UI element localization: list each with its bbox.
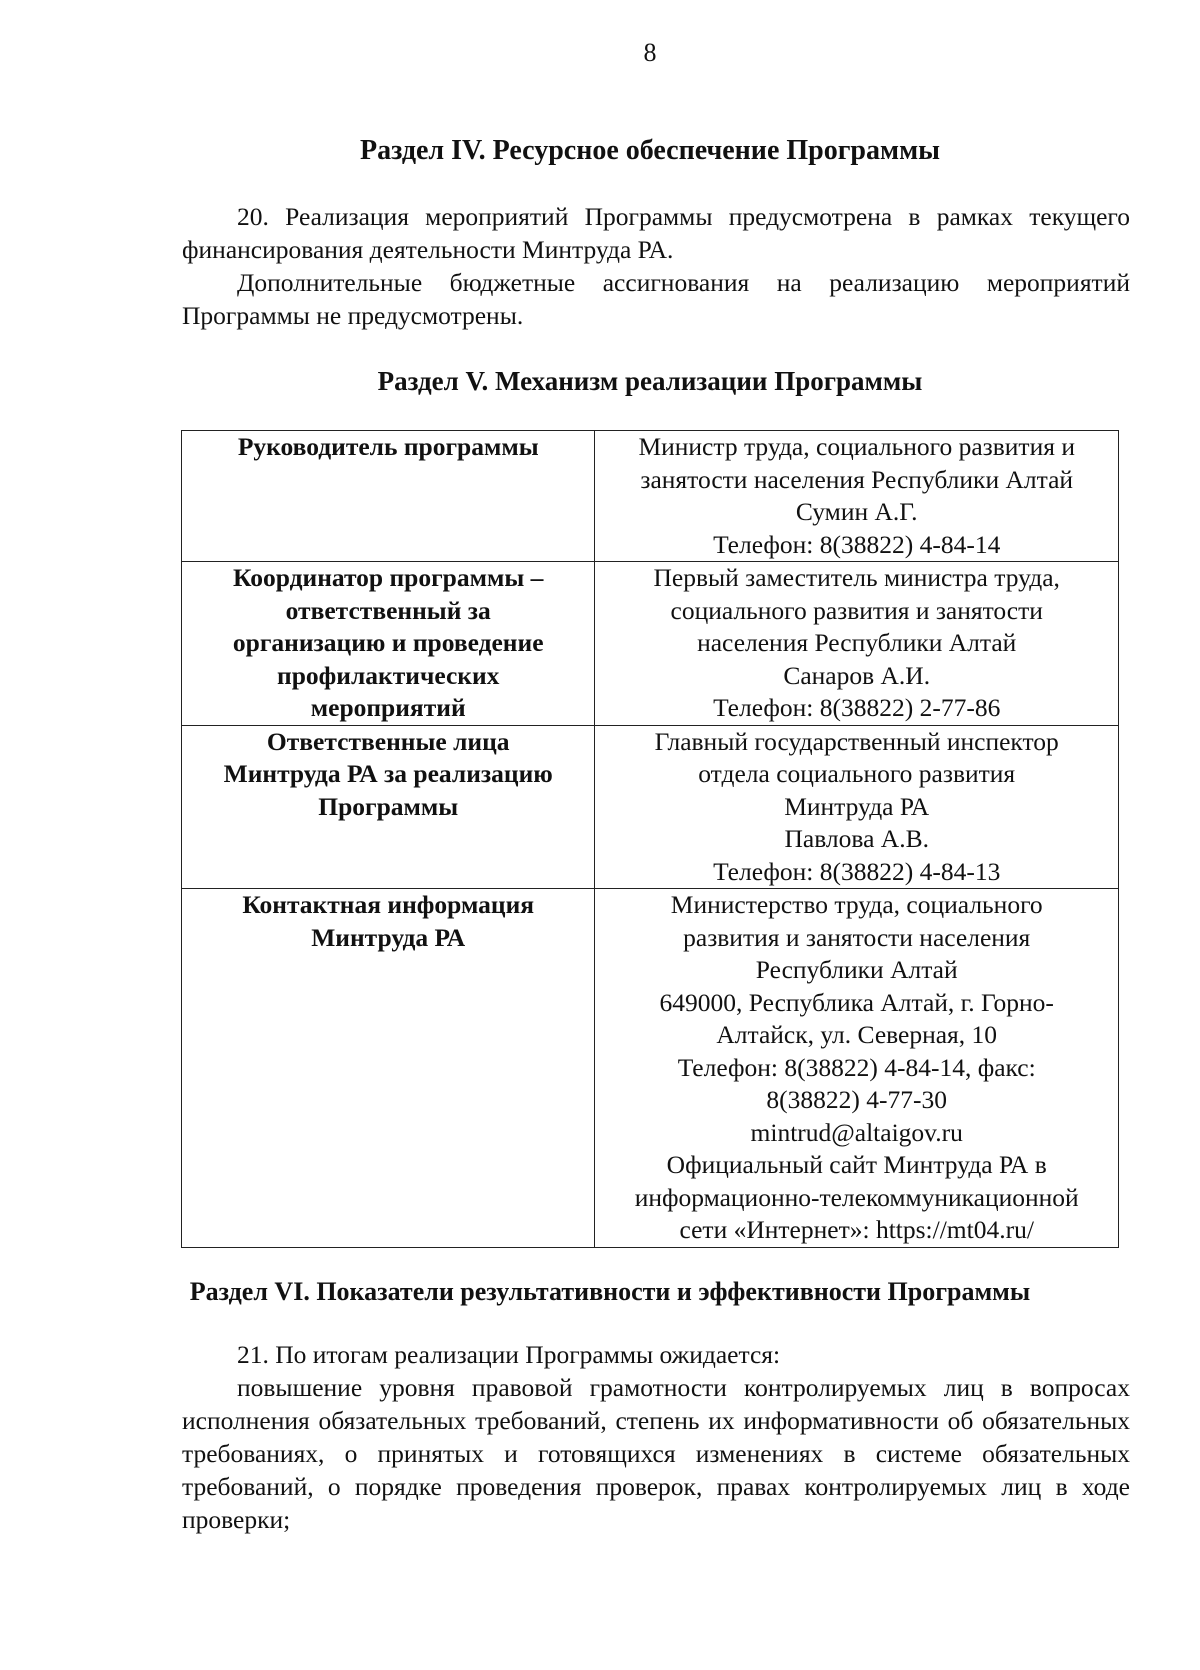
section-vi-paragraph-1: 21. По итогам реализации Программы ожидается: — [237, 1340, 781, 1369]
cell-line: 649000, Республика Алтай, г. Горно- — [659, 987, 1054, 1017]
cell-line: 8(38822) 4-77-30 — [766, 1085, 947, 1114]
cell-line: Ответственные лица — [266, 726, 510, 756]
page-number: 8 — [643, 38, 657, 67]
cell-line: развития и занятости населения — [683, 922, 1031, 952]
cell-line: мероприятий — [310, 693, 466, 722]
cell-line: Координатор программы – — [233, 563, 544, 592]
website-text: сети «Интернет»: https://mt04.ru/ — [679, 1215, 1034, 1244]
cell-line: Главный государственный инспектор — [654, 726, 1059, 756]
cell-line: Министр труда, социального развития и — [638, 432, 1075, 461]
table-cell-role — [182, 889, 595, 1248]
table-row — [182, 889, 1119, 1248]
cell-line: Алтайск, ул. Северная, 10 — [716, 1020, 998, 1049]
table-cell-role — [182, 725, 595, 889]
cell-line: Телефон: 8(38822) 4-84-14 — [713, 529, 1001, 559]
table-cell-details — [595, 889, 1119, 1248]
cell-line: Телефон: 8(38822) 2-77-86 — [713, 693, 1001, 722]
cell-line: Официальный сайт Минтруда РА в — [666, 1150, 1047, 1179]
table-cell-details — [595, 725, 1119, 889]
cell-line: отдела социального развития — [698, 759, 1016, 788]
section-vi-paragraph-2: повышение уровня правовой грамотности контролируемых лиц в вопросах исполнения обязательных требований, степень их информативности об обязательных требованиях, о принятых и готовящихся изменениях в системе обязательных требований, о порядке проведения проверок, правах контролируемых лиц в ходе проверки; — [182, 1373, 1130, 1534]
cell-line: Руководитель программы — [237, 432, 539, 461]
cell-line: социального развития и занятости — [670, 595, 1043, 625]
section-iv-paragraph-2: Дополнительные бюджетные ассигнования на реализацию мероприятий Программы не предусмотрены. — [182, 268, 1130, 330]
program-mechanism-table — [181, 430, 1119, 1248]
table-row — [182, 562, 1119, 726]
cell-line: Контактная информация — [242, 890, 535, 919]
cell-line: информационно-телекоммуникационной — [634, 1182, 1079, 1212]
cell-line: Республики Алтай — [755, 955, 958, 984]
cell-line: Министерство труда, социального — [670, 890, 1043, 919]
cell-line: занятости населения Республики Алтай — [640, 464, 1074, 494]
cell-line: Телефон: 8(38822) 4-84-14, факс: — [677, 1052, 1036, 1082]
cell-line: Первый заместитель министра труда, — [653, 563, 1060, 592]
cell-line: Минтруда РА за реализацию — [223, 759, 553, 788]
table-row — [182, 431, 1119, 562]
table-row — [182, 725, 1119, 889]
section-iv-paragraph-1: 20. Реализация мероприятий Программы предусмотрена в рамках текущего финансирования деятельности Минтруда РА. — [182, 202, 1130, 264]
cell-line: Санаров А.И. — [783, 660, 931, 690]
section-iv-heading: Раздел IV. Ресурсное обеспечение Программы — [359, 135, 941, 166]
table-cell-details — [595, 431, 1119, 562]
cell-line: населения Республики Алтай — [697, 628, 1017, 657]
cell-line: Минтруда РА — [784, 791, 930, 821]
cell-line: Программы — [318, 791, 459, 821]
table-cell-role — [182, 562, 595, 726]
cell-line: профилактических — [277, 660, 500, 690]
table-cell-details — [595, 562, 1119, 726]
cell-line: Телефон: 8(38822) 4-84-13 — [713, 856, 1001, 886]
table-cell-role — [182, 431, 595, 562]
email-text: mintrud@altaigov.ru — [750, 1117, 963, 1147]
cell-line: Павлова А.В. — [784, 824, 929, 853]
section-iv-body — [182, 200, 1130, 332]
section-v-heading: Раздел V. Механизм реализации Программы — [377, 366, 923, 396]
cell-line: Сумин А.Г. — [795, 497, 918, 526]
cell-line: Минтруда РА — [311, 922, 466, 952]
section-vi-heading: Раздел VI. Показатели результативности и эффективности Программы — [189, 1277, 1031, 1306]
cell-line: организацию и проведение — [232, 628, 544, 657]
section-vi-body — [182, 1338, 1130, 1536]
cell-line: ответственный за — [285, 595, 491, 625]
